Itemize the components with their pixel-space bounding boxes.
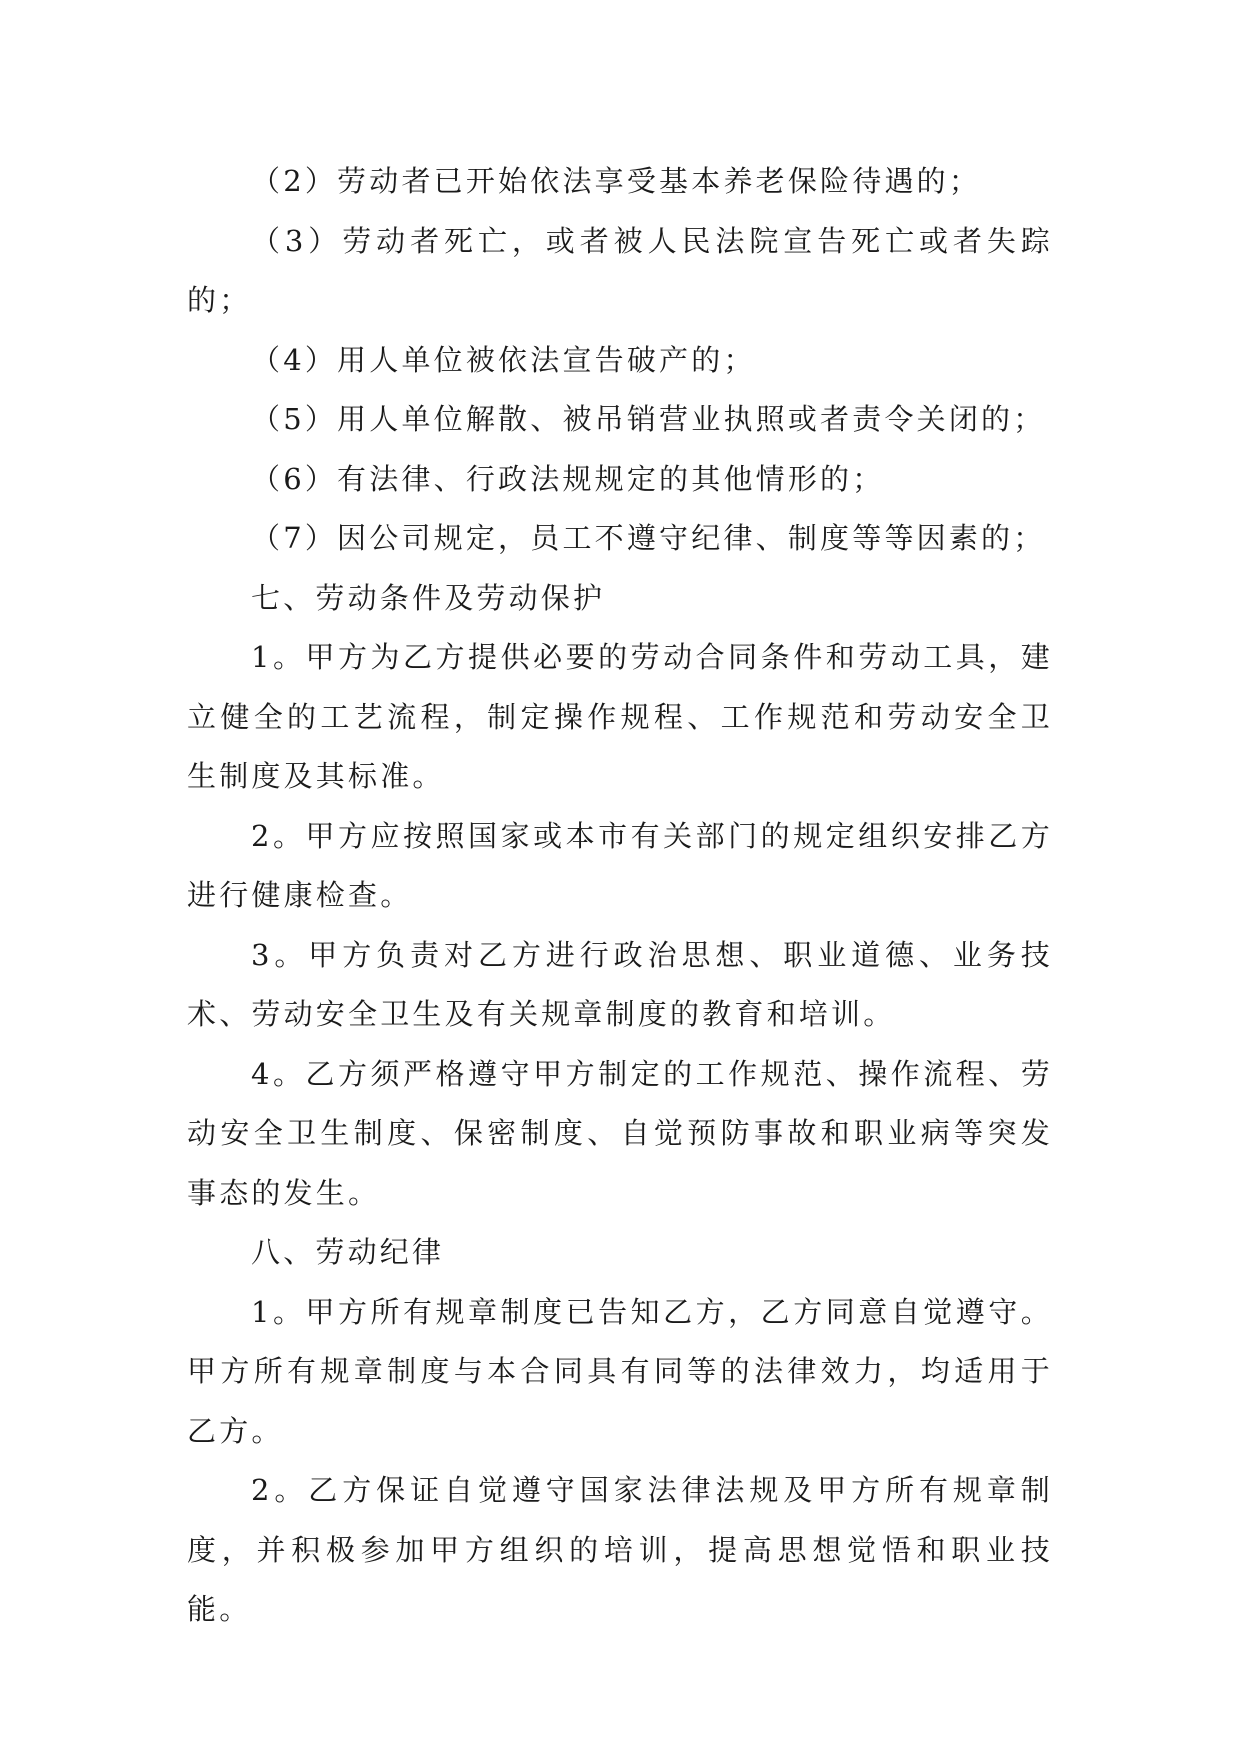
section-7-item-2: 2。甲方应按照国家或本市有关部门的规定组织安排乙方进行健康检查。 — [187, 818, 1053, 912]
clause-6-other-legal: （6）有法律、行政法规规定的其他情形的； — [251, 461, 885, 496]
clause-5-dissolution: （5）用人单位解散、被吊销营业执照或者责令关闭的； — [251, 402, 1046, 436]
clause-7-company-rules: （7）因公司规定，员工不遵守纪律、制度等等因素的； — [251, 521, 1046, 555]
section-8-item-1: 1。甲方所有规章制度已告知乙方，乙方同意自觉遵守。甲方所有规章制度与本合同具有同等的法律效力，均适用于乙方。 — [187, 1294, 1053, 1448]
clause-4-bankruptcy: （4）用人单位被依法宣告破产的； — [251, 342, 756, 377]
section-heading-7: 七、劳动条件及劳动保护 — [251, 580, 606, 615]
section-8-item-2: 2。乙方保证自觉遵守国家法律法规及甲方所有规章制度，并积极参加甲方组织的培训，提高思想觉悟和职业技能。 — [187, 1473, 1053, 1626]
section-heading-8: 八、劳动纪律 — [251, 1235, 445, 1269]
clause-3-death: （3）劳动者死亡，或者被人民法院宣告死亡或者失踪的； — [187, 223, 1053, 317]
document-body — [187, 152, 1053, 1640]
section-7-item-4: 4。乙方须严格遵守甲方制定的工作规范、操作流程、劳动安全卫生制度、保密制度、自觉预防事故和职业病等突发事态的发生。 — [187, 1056, 1053, 1210]
section-7-item-3: 3。甲方负责对乙方进行政治思想、职业道德、业务技术、劳动安全卫生及有关规章制度的教育和培训。 — [187, 937, 1053, 1031]
section-7-item-1: 1。甲方为乙方提供必要的劳动合同条件和劳动工具，建立健全的工艺流程，制定操作规程、工作规范和劳动安全卫生制度及其标准。 — [187, 640, 1053, 793]
clause-2-pension: （2）劳动者已开始依法享受基本养老保险待遇的； — [251, 164, 982, 198]
